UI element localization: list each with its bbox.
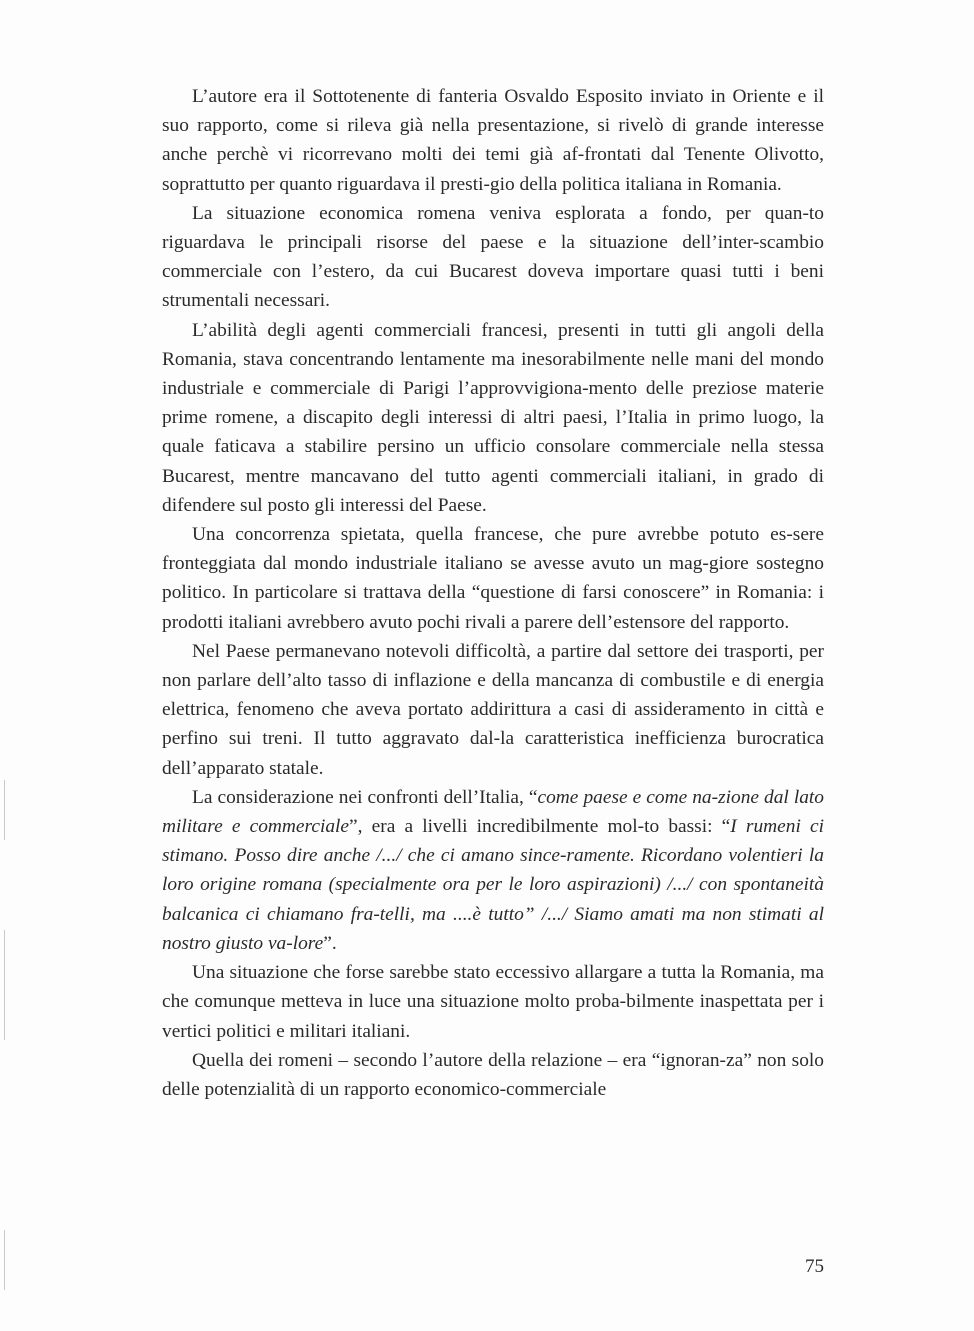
scan-edge-mark (4, 780, 5, 840)
paragraph-text: Quella dei romeni – secondo l’autore della relazione – era “ignoran-za” non solo delle potenzialità di un rapporto economico-commerciale (162, 1049, 824, 1100)
paragraph-text: La situazione economica romena veniva esplorata a fondo, per quan-to riguardava le principali risorse del paese e la situazione dell’inter-scambio commerciale con l’estero, da cui Bucarest doveva importare quasi tutti i beni strumentali necessari. (162, 202, 824, 312)
paragraph-text: Una situazione che forse sarebbe stato eccessivo allargare a tutta la Romania, ma che comunque metteva in luce una situazione molto proba-bilmente inaspettata per i vertici politici e militari italiani. (162, 962, 824, 1042)
paragraph-text: Una concorrenza spietata, quella francese, che pure avrebbe potuto es-sere fronteggiata dal mondo industriale italiano se avesse avuto un mag-giore sostegno politico. In particolare si trattava della “questione di farsi conoscere” in Romania: i prodotti italiani avrebbero avuto pochi rivali a parere dell’estensore del rapporto. (162, 524, 824, 633)
paragraph-text: L’abilità degli agenti commerciali francesi, presenti in tutti gli angoli della Romania, stava concentrando lentamente ma inesorabilmente nelle mani del mondo industriale e commerciale di Parigi l’approvvigiona-mento delle preziose materie prime romene, a discapito degli interessi di altri paesi, l’Italia in primo luogo, la quale faticava a stabilire persino un ufficio consolare commerciale nella stessa Bucarest, mentre mancavano del tutto agenti commerciali italiani, in grado di difendere sul posto gli interessi del Paese. (162, 319, 824, 516)
quoted-italic-text: I rumeni ci stimano. Posso dire anche /.../ che ci amano since-ramente. Ricordano volentieri la loro origine romana (specialmente ora per le loro aspirazioni) /.../ con spontaneità balcanica ci chiamano fra-telli, ma ....è tutto” /.../ Siamo amati ma non stimati al nostro giusto va-lore (162, 816, 824, 954)
paragraph (162, 199, 824, 316)
paragraph-text: Nel Paese permanevano notevoli difficoltà, a partire dal settore dei trasporti, per non parlare dell’alto tasso di inflazione e della mancanza di combustile e di energia elettrica, fenomeno che aveva portato addirittura a casi di assideramento in città e perfino sui treni. Il tutto aggravato dal-la caratteristica inefficienza burocratica dell’apparato statale. (162, 640, 824, 779)
paragraph-text: La considerazione nei confronti dell’Italia, “ (192, 786, 538, 808)
paragraph-text: ”, era a livelli incredibilmente mol-to bassi: “ (349, 816, 731, 838)
scan-edge-mark (4, 1230, 5, 1290)
paragraph-text: L’autore era il Sottotenente di fanteria Osvaldo Esposito inviato in Oriente e il suo rapporto, come si rileva già nella presentazione, si rivelò di grande interesse anche perchè vi ricorrevano molti dei temi già af-frontati dal Tenente Olivotto, soprattutto per quanto riguardava il presti-gio della politica italiana in Romania. (162, 86, 824, 195)
body-text (162, 82, 824, 1104)
paragraph (162, 1046, 824, 1104)
paragraph (162, 783, 824, 958)
paragraph (162, 637, 824, 783)
paragraph (162, 958, 824, 1046)
paragraph (162, 82, 824, 199)
paragraph (162, 316, 824, 520)
paragraph-text: ”. (323, 932, 337, 954)
page-number: 75 (805, 1256, 824, 1277)
scan-edge-mark (4, 930, 5, 1040)
paragraph (162, 520, 824, 637)
quoted-italic-text: come paese e come na-zione dal lato militare e commerciale (162, 786, 825, 838)
